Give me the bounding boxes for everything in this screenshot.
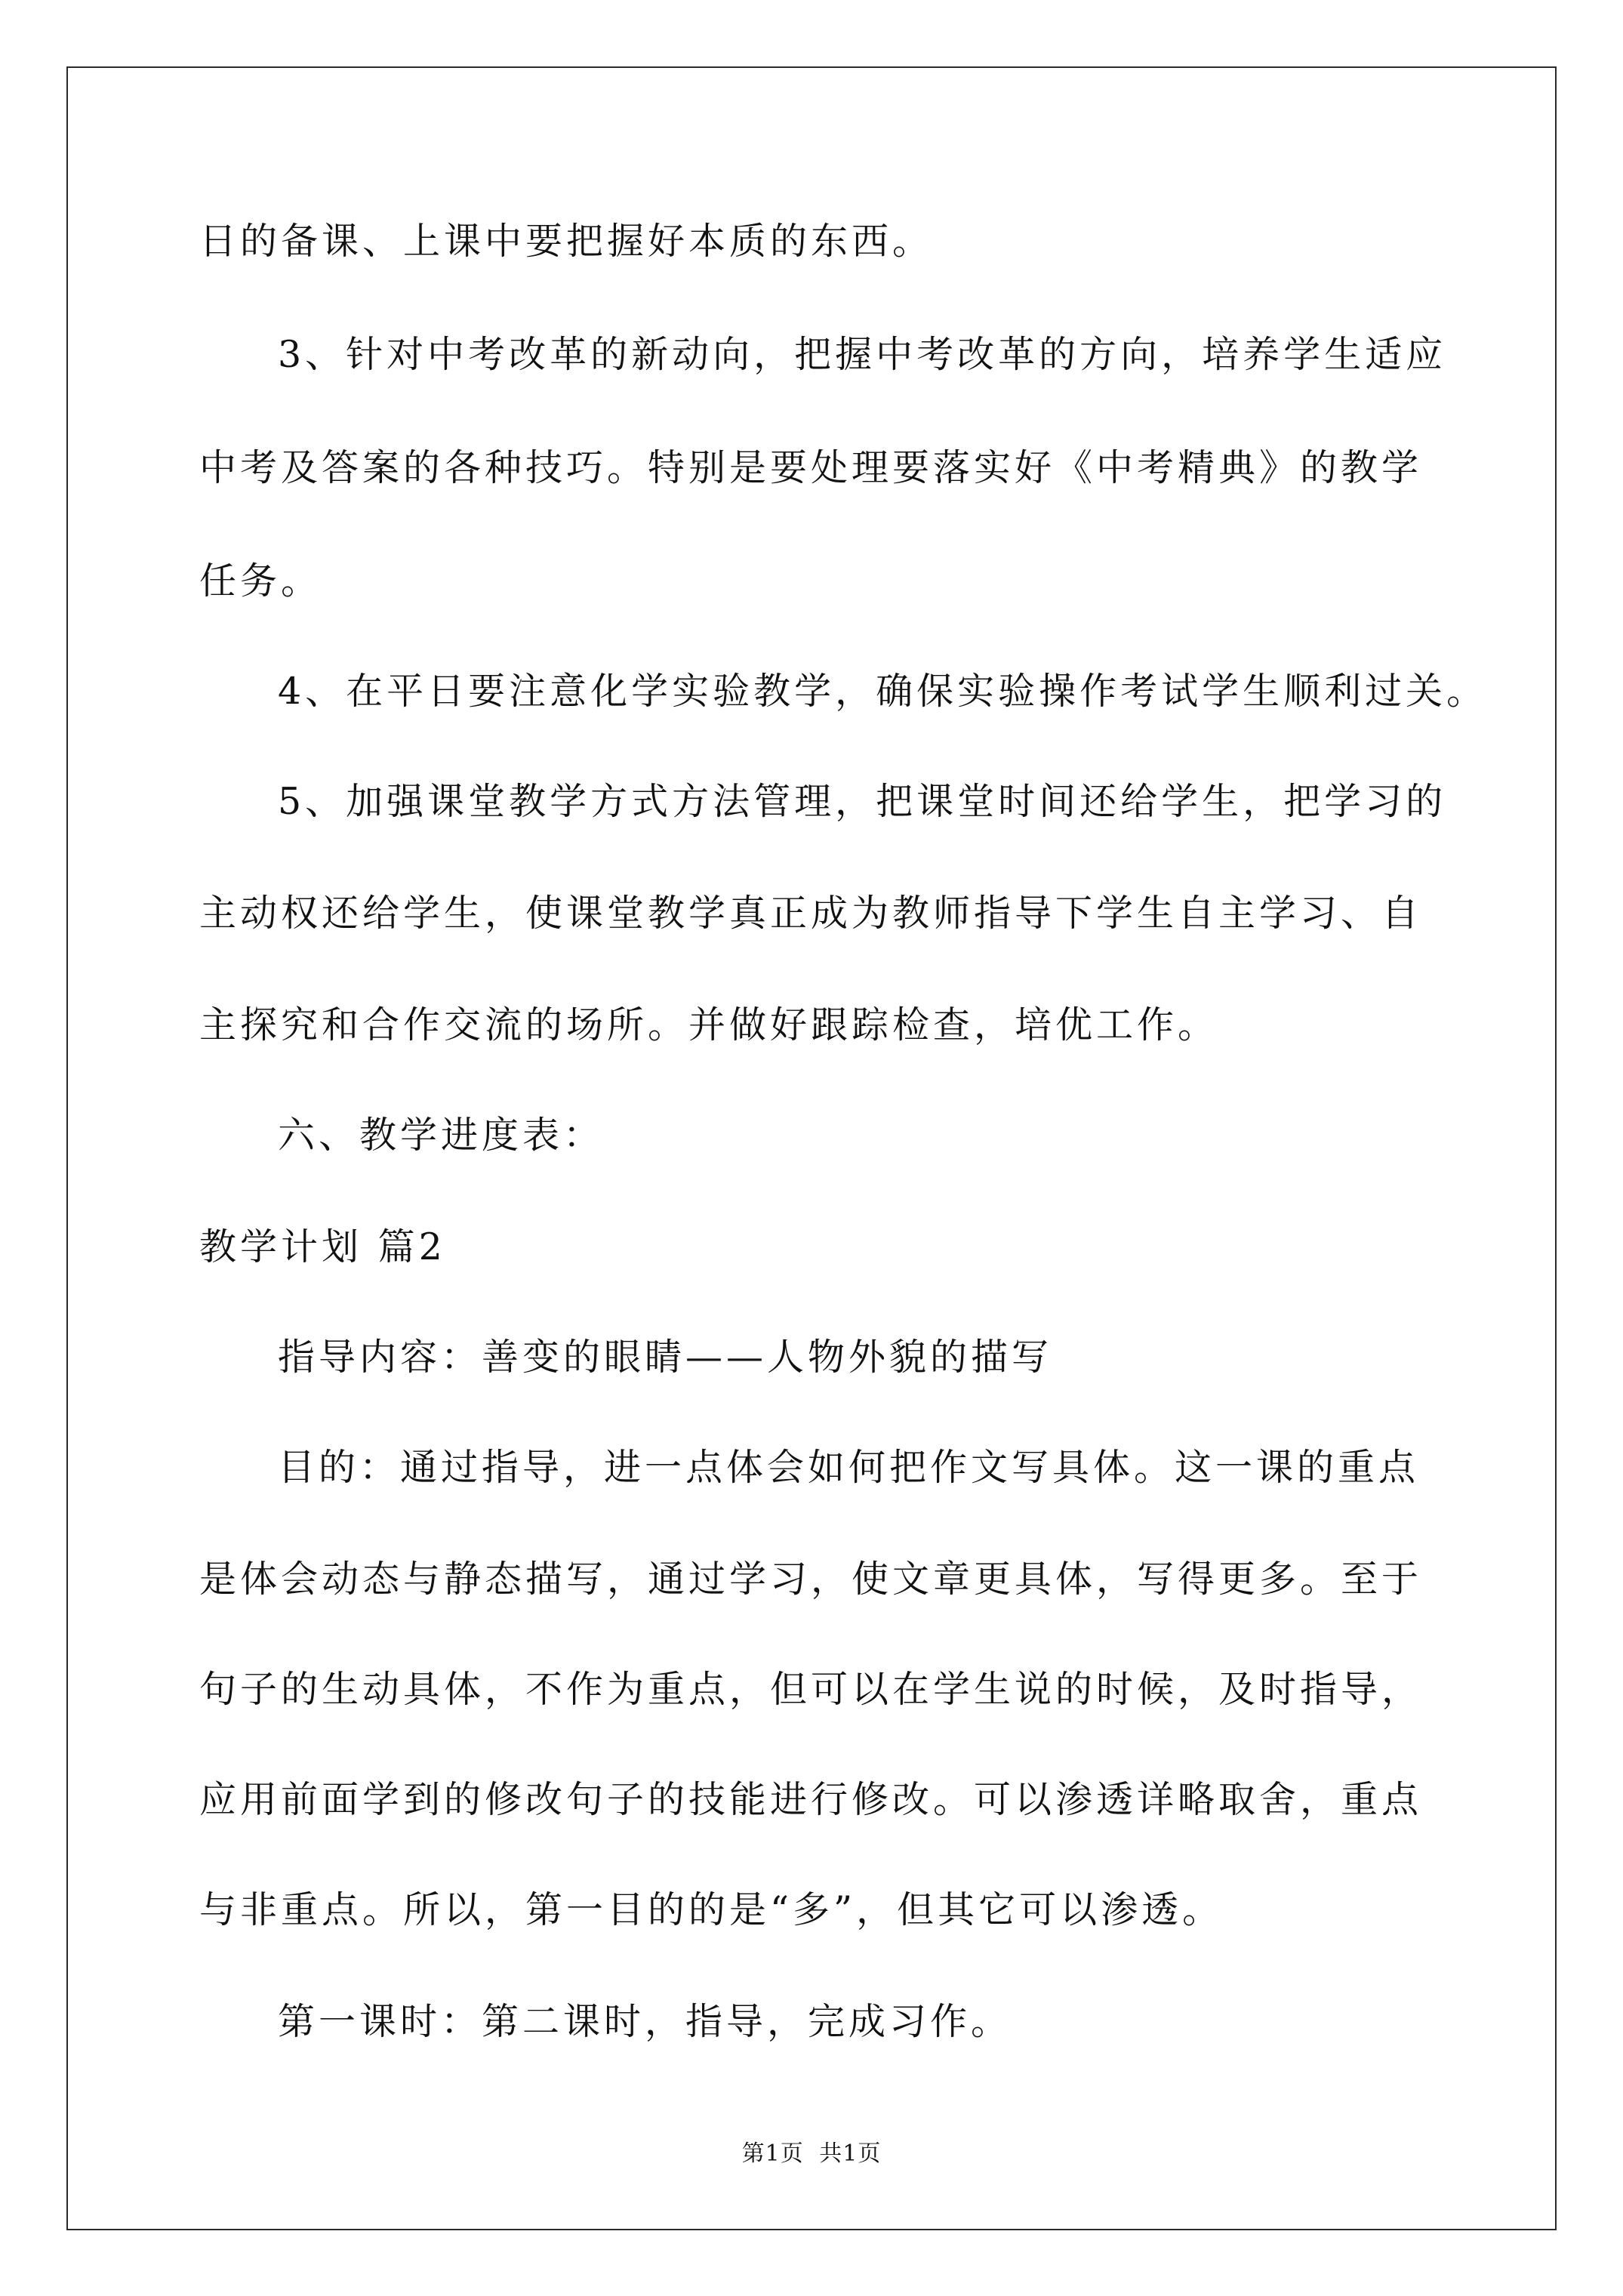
page-footer: 第1页 共1页 bbox=[741, 2140, 882, 2167]
body-line-8: 主探究和合作交流的场所。并做好跟踪检查，培优工作。 bbox=[199, 1003, 1219, 1046]
body-line-3: 中考及答案的各种技巧。特别是要处理要落实好《中考精典》的教学 bbox=[199, 446, 1423, 489]
body-line-17: 第一课时：第二课时，指导，完成习作。 bbox=[278, 2000, 1012, 2043]
body-line-7: 主动权还给学生，使课堂教学真正成为教师指导下学生自主学习、自 bbox=[199, 892, 1423, 935]
body-line-5: 4、在平日要注意化学实验教学，确保实验操作考试学生顺利过关。 bbox=[278, 670, 1488, 713]
body-line-4: 任务。 bbox=[199, 559, 322, 603]
body-line-11: 指导内容：善变的眼睛——人物外貌的描写 bbox=[278, 1336, 1053, 1379]
body-line-9: 六、教学进度表： bbox=[278, 1114, 605, 1157]
body-line-2: 3、针对中考改革的新动向，把握中考改革的方向，培养学生适应 bbox=[278, 333, 1447, 376]
section-heading: 教学计划 篇2 bbox=[199, 1225, 446, 1268]
body-line-16: 与非重点。所以，第一目的的是“多”，但其它可以渗透。 bbox=[199, 1888, 1224, 1931]
body-line-14: 句子的生动具体，不作为重点，但可以在学生说的时候，及时指导， bbox=[199, 1668, 1423, 1711]
body-line-13: 是体会动态与静态描写，通过学习，使文章更具体，写得更多。至于 bbox=[199, 1558, 1423, 1601]
body-line-6: 5、加强课堂教学方式方法管理，把课堂时间还给学生，把学习的 bbox=[278, 780, 1447, 823]
body-line-1: 日的备课、上课中要把握好本质的东西。 bbox=[199, 220, 934, 263]
body-line-15: 应用前面学到的修改句子的技能进行修改。可以渗透详略取舍，重点 bbox=[199, 1778, 1423, 1821]
body-line-12: 目的：通过指导，进一点体会如何把作文写具体。这一课的重点 bbox=[278, 1446, 1420, 1489]
